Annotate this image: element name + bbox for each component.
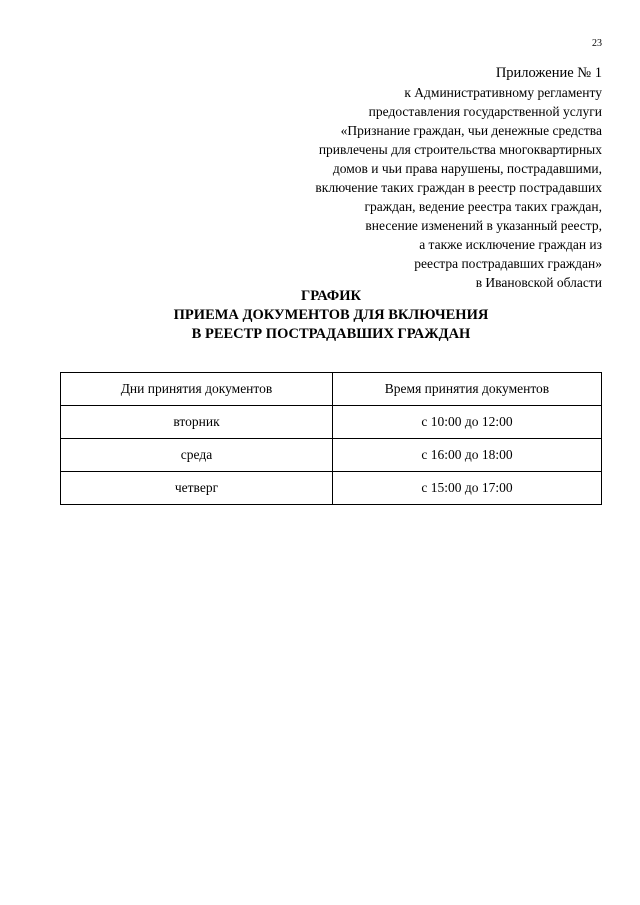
table-cell-time: с 15:00 до 17:00 xyxy=(333,472,602,505)
appendix-line: реестра пострадавших граждан» xyxy=(414,256,602,271)
table-row xyxy=(61,406,602,439)
column-header-days: Дни принятия документов xyxy=(61,373,333,406)
appendix-line: домов и чьи права нарушены, пострадавшими, xyxy=(332,161,602,176)
table-cell-day: среда xyxy=(61,439,333,472)
column-header-time: Время принятия документов xyxy=(333,373,602,406)
title-line: ГРАФИК xyxy=(300,288,362,304)
table-cell-day: вторник xyxy=(61,406,333,439)
appendix-line: «Признание граждан, чьи денежные средства xyxy=(340,123,602,138)
table-cell-day: четверг xyxy=(61,472,333,505)
appendix-line: а также исключение граждан из xyxy=(419,237,602,252)
appendix-line: предоставления государственной услуги xyxy=(368,104,602,119)
title-line: В РЕЕСТР ПОСТРАДАВШИХ ГРАЖДАН xyxy=(191,326,471,342)
table-cell-time: с 10:00 до 12:00 xyxy=(333,406,602,439)
appendix-line: граждан, ведение реестра таких граждан, xyxy=(364,199,602,214)
appendix-line: привлечены для строительства многоквартирных xyxy=(318,142,602,157)
appendix-line: Приложение № 1 xyxy=(495,65,602,81)
appendix-line: к Административному регламенту xyxy=(404,85,602,100)
table-row xyxy=(61,472,602,505)
table-row xyxy=(61,439,602,472)
table-cell-time: с 16:00 до 18:00 xyxy=(333,439,602,472)
page-number: 23 xyxy=(592,38,602,49)
appendix-line: внесение изменений в указанный реестр, xyxy=(365,218,602,233)
table-header-row xyxy=(61,373,602,406)
document-title xyxy=(0,287,640,344)
appendix-line: включение таких граждан в реестр пострадавших xyxy=(315,180,602,195)
appendix-note xyxy=(242,64,602,292)
schedule-table xyxy=(60,372,602,505)
title-line: ПРИЕМА ДОКУМЕНТОВ ДЛЯ ВКЛЮЧЕНИЯ xyxy=(173,307,489,323)
appendix-line: в Ивановской области xyxy=(475,275,602,290)
